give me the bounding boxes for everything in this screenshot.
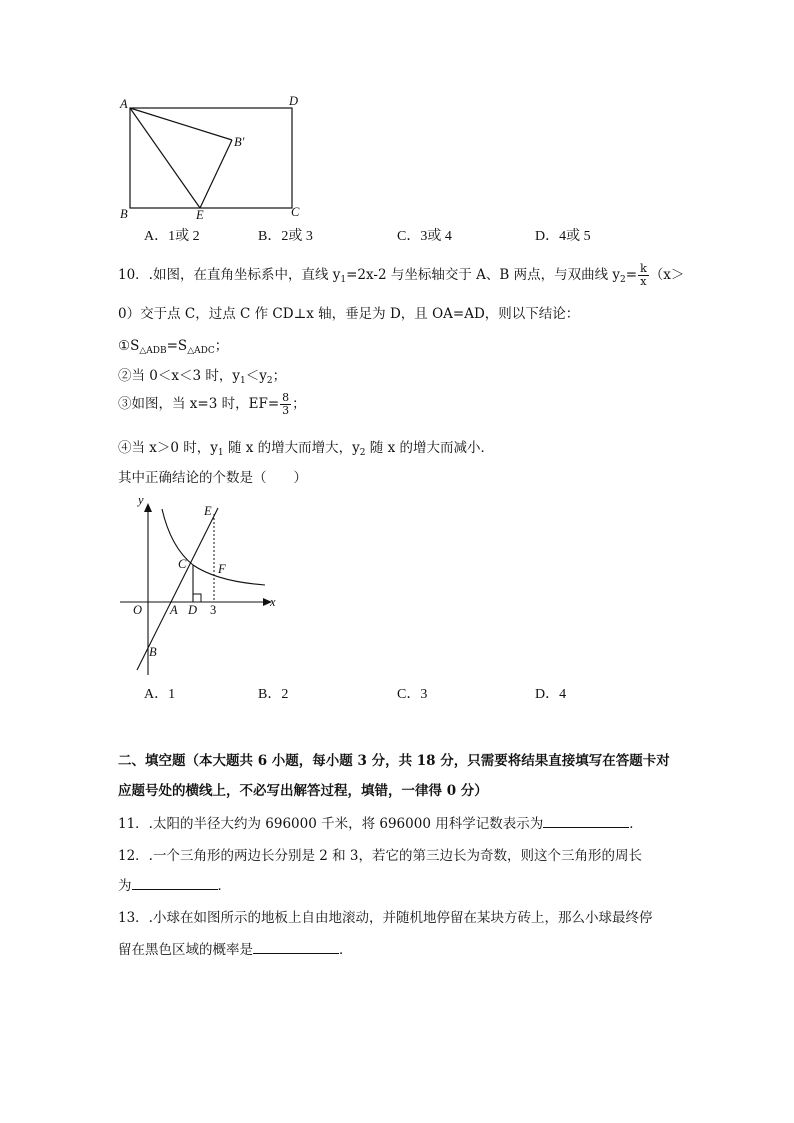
fraction-8-over-3: $\frac{8}{3}$ [282,391,290,417]
label-A: A [170,603,178,617]
segment-ab-prime [130,108,232,140]
y-axis-arrow [144,503,152,512]
q10-option-c: C．3 [397,687,428,702]
label-y: y [138,493,144,507]
q10-stem-line2: 0）交于点 C，过点 C 作 CD⊥x 轴，垂足为 D，且 OA=AD，则以下结论： [118,306,580,322]
label-E: E [204,504,212,518]
label-E: E [196,208,204,222]
segment-ae [130,108,200,208]
q10-option-d: D．4 [535,687,567,702]
label-O: O [133,603,143,617]
q12-answer-blank[interactable] [132,877,218,890]
label-B: B [149,645,157,659]
label-F: F [218,562,226,576]
label-C: C [178,557,187,571]
q13-answer-blank[interactable] [253,941,339,954]
q11-answer-blank[interactable] [543,815,629,828]
section2-heading-line1: 二、填空题（本大题共 6 小题，每小题 3 分，共 18 分，只需要将结果直接填写在答题卡对 [118,753,670,769]
rectangle-abcd [130,108,292,208]
label-D: D [188,603,198,617]
figure-rectangle-fold [110,90,320,225]
label-3: 3 [210,603,217,617]
q9-option-c: C．3或 4 [397,229,452,244]
q9-option-b: B．2或 3 [258,229,313,244]
label-B: B [120,207,128,221]
q13-line2: 留在黑色区域的概率是 ． [118,942,353,958]
section2-heading-line2: 应题号处的横线上，不必写出解答过程，填错，一律得 0 分） [118,783,488,799]
label-x: x [270,595,276,609]
q10-stem-line1: 10．.如图，在直角坐标系中，直线 $y_1=2x-2$ 与坐标轴交于 A、B 两点，与双曲线 $y_2=$ $\frac{k}{x}$ （x＞ [118,262,685,288]
q13-line1: 13．.小球在如图所示的地板上自由地滚动，并随机地停留在某块方砖上，那么小球最终停 [118,910,653,926]
fraction-k-over-x: $\frac{k}{x}$ [640,262,647,288]
q10-option-b: B．2 [258,687,289,702]
q10-question: 其中正确结论的个数是（ ） [118,470,307,486]
figure-coordinate-graph [110,488,290,678]
q10-conclusion-3: ③如图，当 x=3 时，EF= $\frac{8}{3}$ ； [118,391,306,417]
label-B-prime: B′ [234,135,245,149]
q9-option-d: D．4或 5 [535,229,591,244]
q10-conclusion-4: ④当 x＞0 时，$y_1$ 随 x 的增大而增大，$y_2$ 随 x 的增大而减小． [118,440,495,458]
q9-option-a: A．1或 2 [144,229,200,244]
label-D: D [289,94,299,108]
label-A: A [120,97,128,111]
q10-conclusion-2: ②当 0＜x＜3 时，$y_1<y_2$； [118,368,287,386]
q12-line1: 12．.一个三角形的两边长分别是 2 和 3，若它的第三边长为奇数，则这个三角形的周长 [118,848,643,864]
right-angle-mark [193,594,201,602]
q10-option-a: A．1 [144,687,176,702]
label-C: C [291,205,300,219]
q12-line2: 为 ． [118,878,231,894]
q11: 11．.太阳的半径大约为 696000 千米，将 696000 用科学记数表示为 ． [118,816,643,832]
segment-eb-prime [200,140,232,208]
q10-conclusion-1: $①S_{\triangle ADB}=S_{\triangle ADC}$； [118,338,229,356]
